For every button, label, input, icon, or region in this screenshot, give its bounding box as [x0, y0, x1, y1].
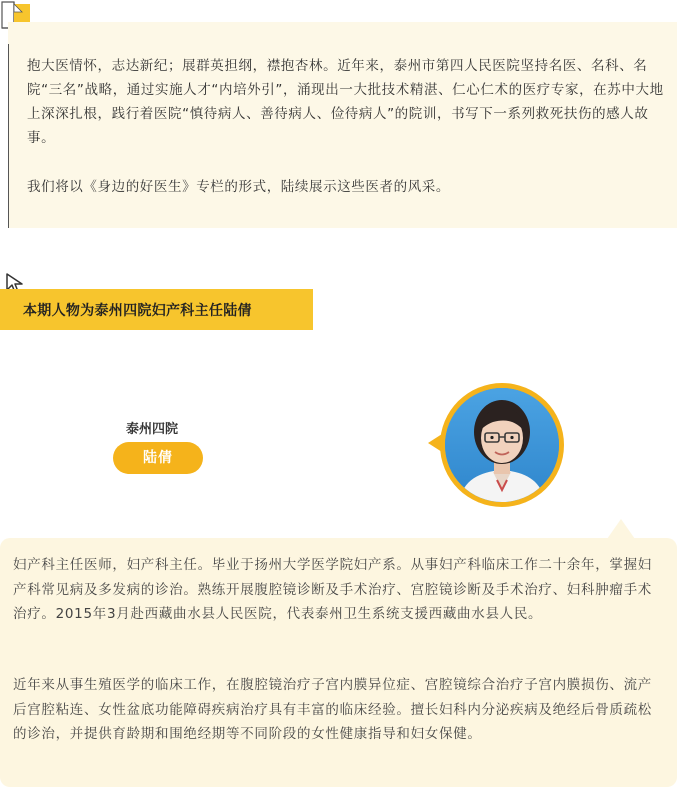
quote-bar	[8, 44, 9, 228]
doctor-name-pill: 陆倩	[113, 442, 203, 474]
avatar	[445, 388, 559, 502]
doctor-description-box	[0, 538, 677, 787]
description-paragraph-1: 妇产科主任医师，妇产科主任。毕业于扬州大学医学院妇产系。从事妇产科临床工作二十余年，掌握妇产科常见病及多发病的诊治。熟练开展腹腔镜诊断及手术治疗、宫腔镜诊断及手术治疗、妇科肿瘤手术治疗。2015年3月赴西藏曲水县人民医院，代表泰州卫生系统支援西藏曲水县人民。	[13, 557, 652, 622]
doctor-portrait-icon	[445, 388, 559, 502]
description-pointer	[607, 519, 635, 539]
hospital-name: 泰州四院	[126, 422, 179, 437]
intro-paragraph-1: 抱大医情怀，志达新纪；展群英担纲，襟抱杏林。近年来，泰州市第四人民医院坚持名医、名科、名院“三名”战略，通过实施人才“内培外引”，涌现出一大批技术精湛、仁心仁术的医疗专家，在苏中大地上深深扎根，践行着医院“慎待病人、善待病人、俭待病人”的院训，书写下一系列救死扶伤的感人故事。	[27, 58, 664, 146]
intro-paragraph-2: 我们将以《身边的好医生》专栏的形式，陆续展示这些医者的风采。	[27, 179, 450, 195]
intro-box	[8, 22, 677, 228]
featured-person-banner	[0, 289, 313, 330]
banner-text: 本期人物为泰州四院妇产科主任陆倩	[23, 303, 252, 319]
description-paragraph-2: 近年来从事生殖医学的临床工作，在腹腔镜治疗子宫内膜异位症、宫腔镜综合治疗子宫内膜损伤、流产后宫腔粘连、女性盆底功能障碍疾病治疗具有丰富的临床经验。擅长妇科内分泌疾病及绝经后骨质疏松的诊治，并提供育龄期和围绝经期等不同阶段的女性健康指导和妇女保健。	[13, 677, 652, 742]
